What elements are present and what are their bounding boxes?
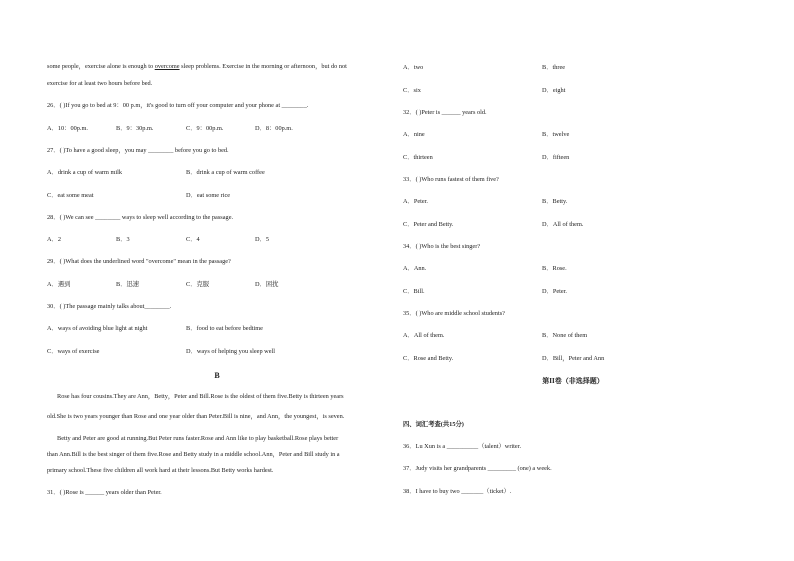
option: D．ways of helping you sleep well [186,348,276,355]
option: D．fifteen [542,154,570,161]
passage-b-line-2: old.She is two years younger than Rose and one year older than Peter.Bill is nine，and Ann，the youngest，is seven. [47,413,345,420]
option: A．遇到 [47,281,71,288]
option: B．three [542,64,566,71]
question-34: 34．( )Who is the best singer? [403,243,481,250]
option: D．5 [255,236,269,243]
option: B．9：30p.m. [116,125,154,132]
part-2-heading: 第II卷（非选择题） [542,377,604,385]
question-30: 30．( )The passage mainly talks about________. [47,303,172,310]
option: B．drink a cup of warm coffee [186,169,265,176]
option: A．nine [403,131,425,138]
option: A．Peter. [403,198,429,205]
option: B．迅速 [116,281,140,288]
option: A．10：00p.m. [47,125,88,132]
option: B．Rose. [542,265,567,272]
question-37: 37．Judy visits her grandparents _________ (one) a week. [403,465,552,472]
option: C．4 [186,236,200,243]
option: D．Bill，Peter and Ann [542,355,605,362]
option: A．All of them. [403,332,445,339]
option: C．eat some meat [47,192,94,199]
option: A．two [403,64,424,71]
question-33: 33．( )Who runs fastest of them five? [403,176,499,183]
section-4-heading: 四、词汇考查(共15分) [403,421,464,428]
option: C．thirteen [403,154,433,161]
option: A．drink a cup of warm milk [47,169,123,176]
option: B．Betty. [542,198,568,205]
question-29: 29．( )What does the underlined word "overcome" mean in the passage? [47,258,231,265]
option: C．Bill. [403,288,425,295]
question-27: 27．( )To have a good sleep，you may ________ before you go to bed. [47,147,229,154]
question-36: 36．Lu Xun is a __________（talent）writer. [403,443,522,450]
option: C．ways of exercise [47,348,100,355]
section-b-heading: B [214,371,220,380]
option: D．eight [542,87,566,94]
passage-line-1: some people，exercise alone is enough to overcome sleep problems. Exercise in the morning or afternoon，but do not [47,63,347,70]
question-26: 26．( )If you go to bed at 9：00 p.m，it's good to turn off your computer and your phone at ________. [47,102,309,109]
passage-line-2: exercise for at least two hours before bed. [47,80,153,87]
option: B．food to eat before bedtime [186,325,263,332]
underlined-word: overcome [154,63,180,70]
passage-b-line-1: Rose has four cousins.They are Ann，Betty，Peter and Bill.Rose is the oldest of them five.Betty is thirteen years [57,393,344,400]
question-32: 32．( )Peter is ______ years old. [403,109,487,116]
passage-b-line-5: primary school.These five children all work hard at their lessons.But Betty works hardest. [47,467,274,474]
option: A．Ann. [403,265,427,272]
option: D．困扰 [255,281,279,288]
question-35: 35．( )Who are middle school students? [403,310,505,317]
option: D．8：00p.m. [255,125,293,132]
question-28: 28．( )We can see ________ ways to sleep well according to the passage. [47,214,234,221]
option: B．3 [116,236,130,243]
passage-b-line-4: than Ann.Bill is the best singer of them five.Rose and Betty study in a middle school.Ann，Peter and Bill study in a [47,451,340,458]
option: C．six [403,87,421,94]
option: C．9：00p.m. [186,125,224,132]
option: D．eat some rice [186,192,231,199]
option: B．twelve [542,131,570,138]
question-31: 31．( )Rose is ______ years older than Peter. [47,489,162,496]
passage-b-line-3: Betty and Peter are good at running.But Peter runs faster.Rose and Ann like to play basketball.Rose plays better [57,435,339,442]
option: B．None of them [542,332,588,339]
option: A．ways of avoiding blue light at night [47,325,148,332]
option: A．2 [47,236,61,243]
option: C．Rose and Betty. [403,355,454,362]
option: D．All of them. [542,221,584,228]
question-38: 38．I have to buy two _______（ticket）. [403,488,512,495]
option: C．Peter and Betty. [403,221,454,228]
option: D．Peter. [542,288,568,295]
option: C．克服 [186,281,210,288]
